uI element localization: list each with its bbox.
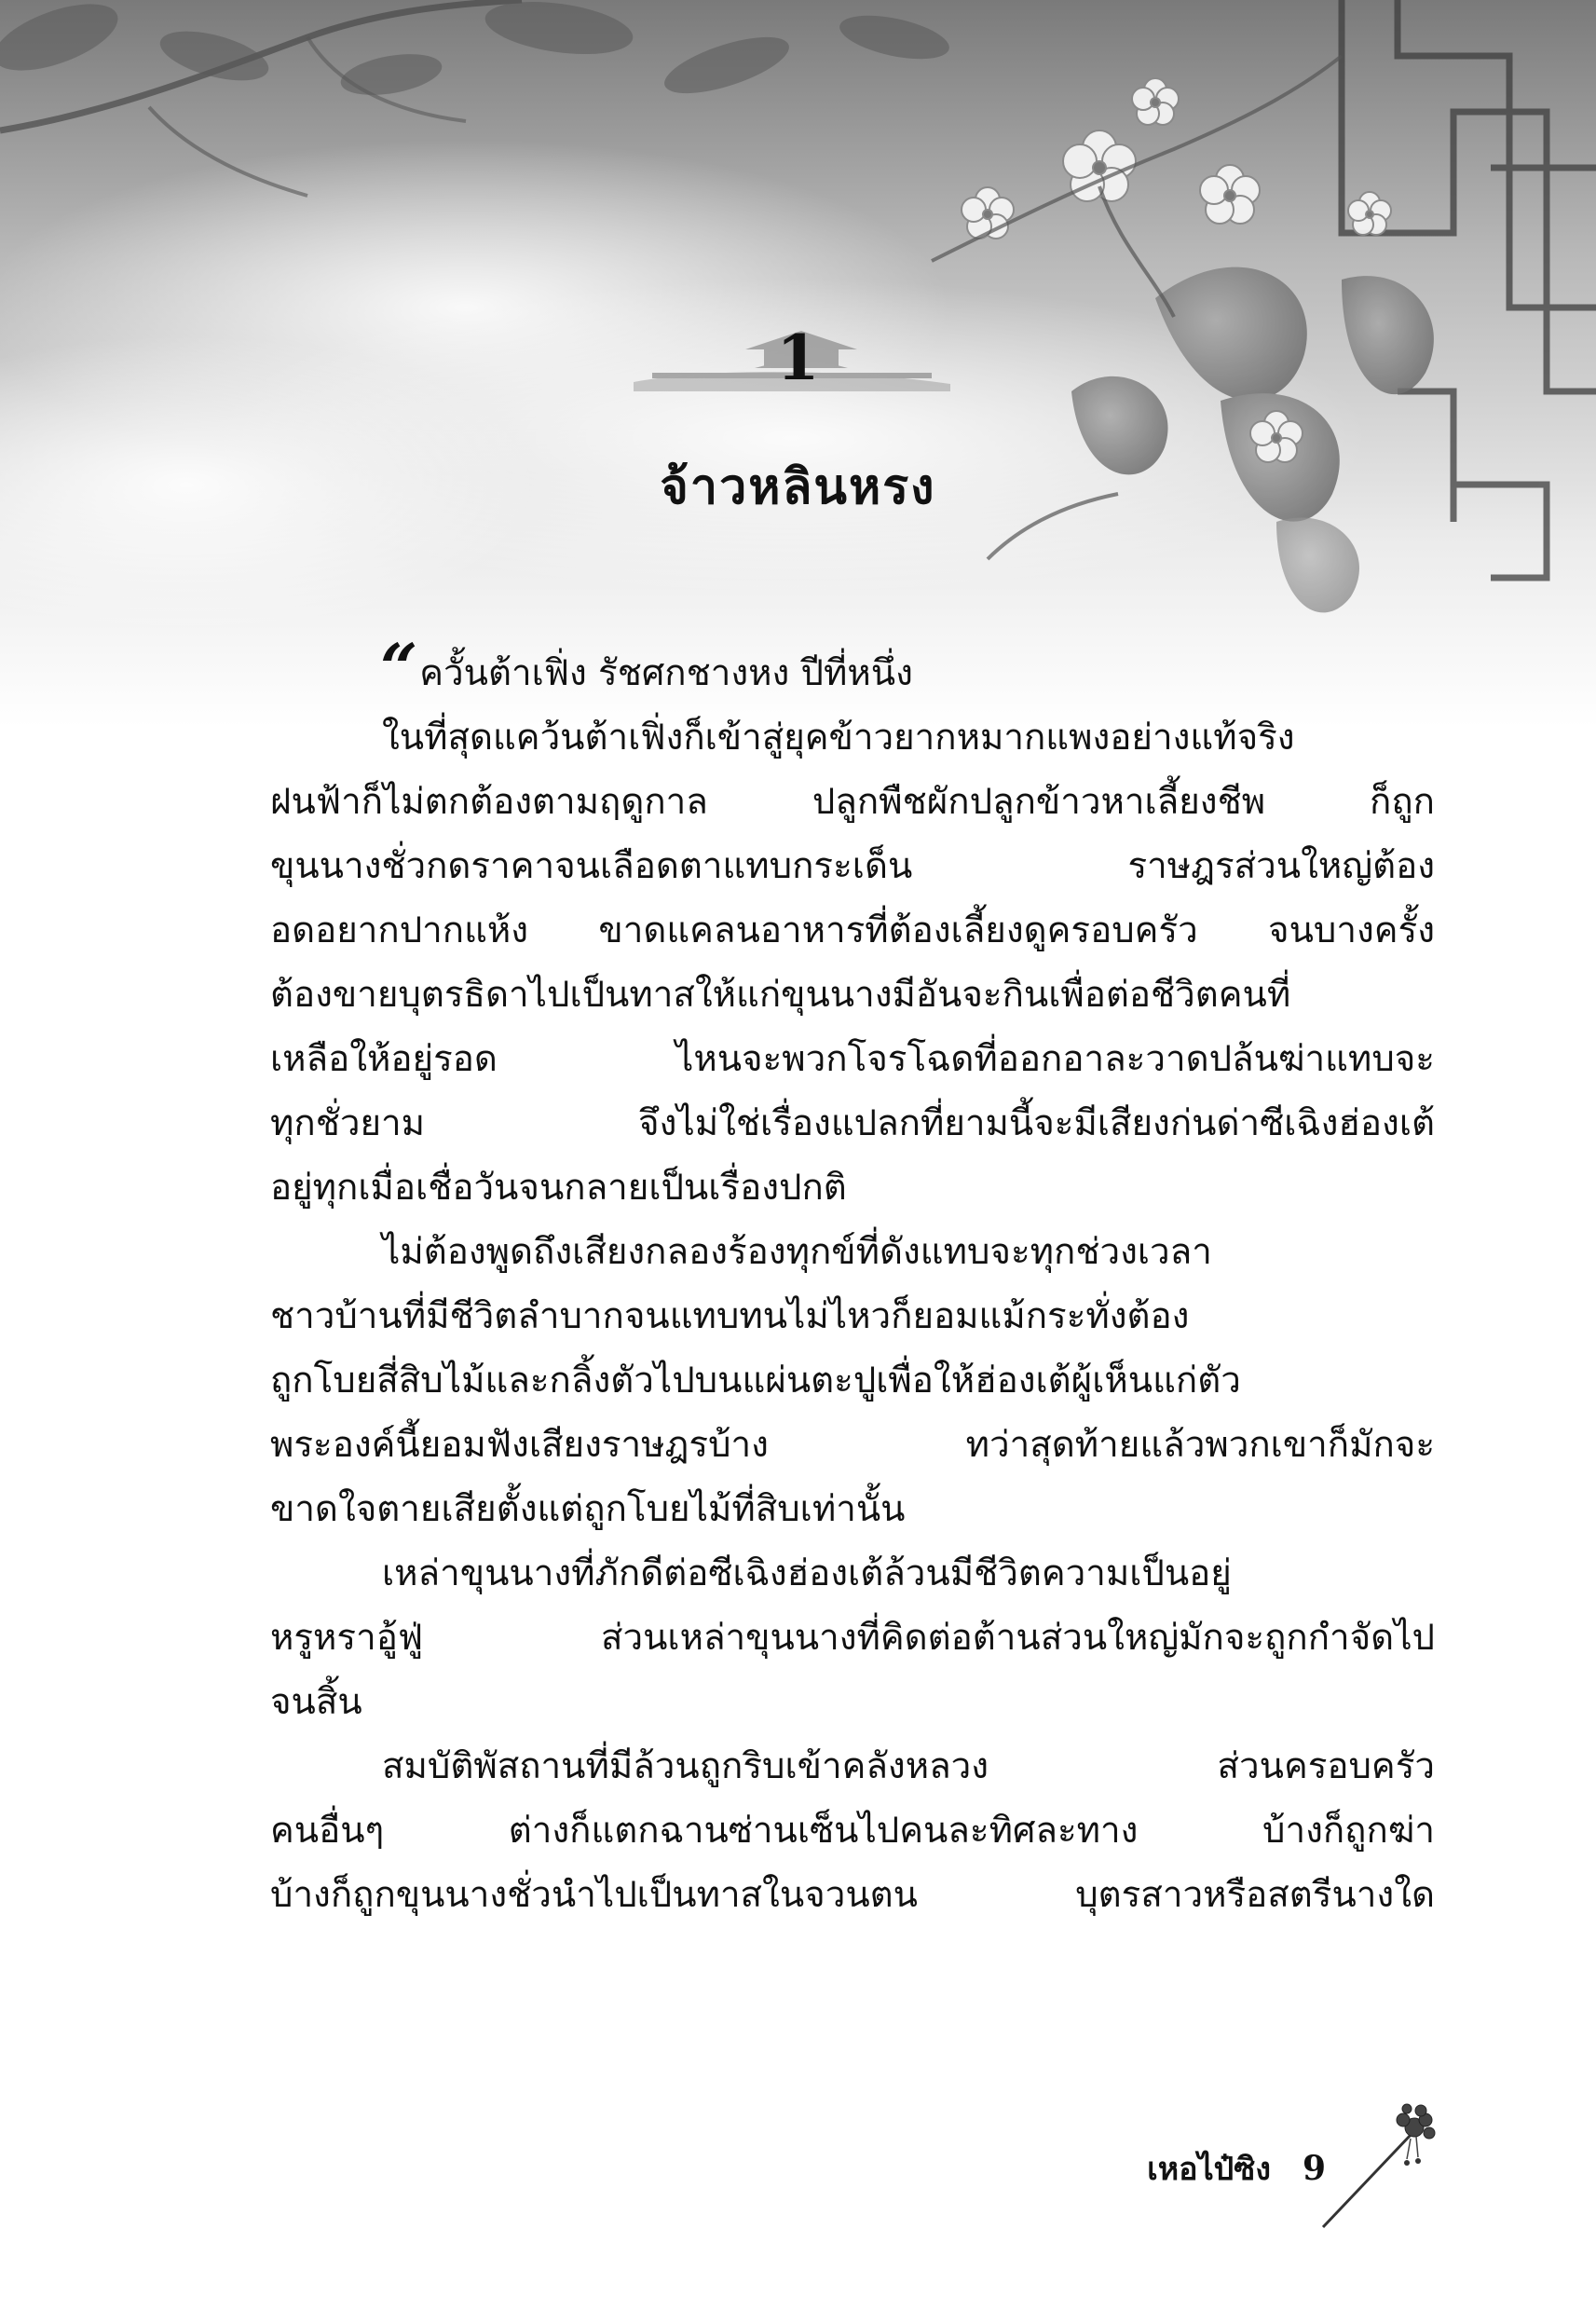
text-line: เหลือให้อยู่รอด ไหนจะพวกโจรโฉดที่ออกอาละวาดปล้นฆ่าแทบจะ xyxy=(270,1038,1435,1080)
text-line: เหล่าขุนนางที่ภักดีต่อซีเฉิงฮ่องเต้ล้วนมีชีวิตความเป็นอยู่ xyxy=(382,1552,1232,1594)
text-line: ไม่ต้องพูดถึงเสียงกลองร้องทุกข์ที่ดังแทบจะทุกช่วงเวลา xyxy=(382,1231,1212,1273)
text-line: อยู่ทุกเมื่อเชื่อวันจนกลายเป็นเรื่องปกติ xyxy=(270,1167,847,1209)
text-line-content: ควั้นต้าเฟิ่ง รัชศกชางหง ปีที่หนึ่ง xyxy=(419,652,913,694)
text-line: หรูหราอู้ฟู่ ส่วนเหล่าขุนนางที่คิดต่อต้านส่วนใหญ่มักจะถูกกำจัดไป xyxy=(270,1617,1435,1659)
hairpin-icon xyxy=(1314,2092,1444,2232)
text-line: ขาดใจตายเสียตั้งแต่ถูกโบยไม้ที่สิบเท่านั้น xyxy=(270,1488,906,1530)
page-footer xyxy=(1147,2143,1326,2194)
text-line: ขุนนางชั่วกดราคาจนเลือดตาแทบกระเด็น ราษฎรส่วนใหญ่ต้อง xyxy=(270,845,1435,887)
chapter-title: จ้าวหลินหรง xyxy=(660,459,936,515)
text-line: จนสิ้น xyxy=(270,1681,362,1723)
text-line: พระองค์นี้ยอมฟังเสียงราษฎรบ้าง ทว่าสุดท้ายแล้วพวกเขาก็มักจะ xyxy=(270,1424,1435,1466)
running-book-title: เหอไป๋ซิง xyxy=(1147,2151,1271,2188)
text-line xyxy=(270,629,1435,706)
page-number: 9 xyxy=(1302,2149,1326,2188)
text-line: ต้องขายบุตรธิดาไปเป็นทาสให้แก่ขุนนางมีอันจะกินเพื่อต่อชีวิตคนที่ xyxy=(270,974,1291,1016)
text-line: ทุกชั่วยาม จึงไม่ใช่เรื่องแปลกที่ยามนี้จะมีเสียงก่นด่าซีเฉิงฮ่องเต้ xyxy=(270,1102,1435,1144)
text-line: ฝนฟ้าก็ไม่ตกต้องตามฤดูกาล ปลูกพืชผักปลูกข้าวหาเลี้ยงชีพ ก็ถูก xyxy=(270,781,1435,823)
text-line: อดอยากปากแห้ง ขาดแคลนอาหารที่ต้องเลี้ยงดูครอบครัว จนบางครั้ง xyxy=(270,909,1435,951)
text-line: คนอื่นๆ ต่างก็แตกฉานซ่านเซ็นไปคนละทิศละทาง บ้างก็ถูกฆ่า xyxy=(270,1810,1435,1852)
text-line: ชาวบ้านที่มีชีวิตลำบากจนแทบทนไม่ไหวก็ยอมแม้กระทั่งต้อง xyxy=(270,1295,1190,1337)
chapter-number: 1 xyxy=(776,321,820,394)
opening-quote-mark: “ xyxy=(380,629,413,706)
text-line: สมบัติพัสถานที่มีล้วนถูกริบเข้าคลังหลวง ส่วนครอบครัว xyxy=(382,1745,1435,1787)
text-line: ในที่สุดแคว้นต้าเฟิ่งก็เข้าสู่ยุคข้าวยากหมากแพงอย่างแท้จริง xyxy=(382,717,1295,759)
chapter-body xyxy=(270,629,1435,1927)
text-line: ถูกโบยสี่สิบไม้และกลิ้งตัวไปบนแผ่นตะปูเพื่อให้ฮ่องเต้ผู้เห็นแก่ตัว xyxy=(270,1360,1241,1402)
text-line: บ้างก็ถูกขุนนางชั่วนำไปเป็นทาสในจวนตน บุตรสาวหรือสตรีนางใด xyxy=(270,1874,1435,1916)
